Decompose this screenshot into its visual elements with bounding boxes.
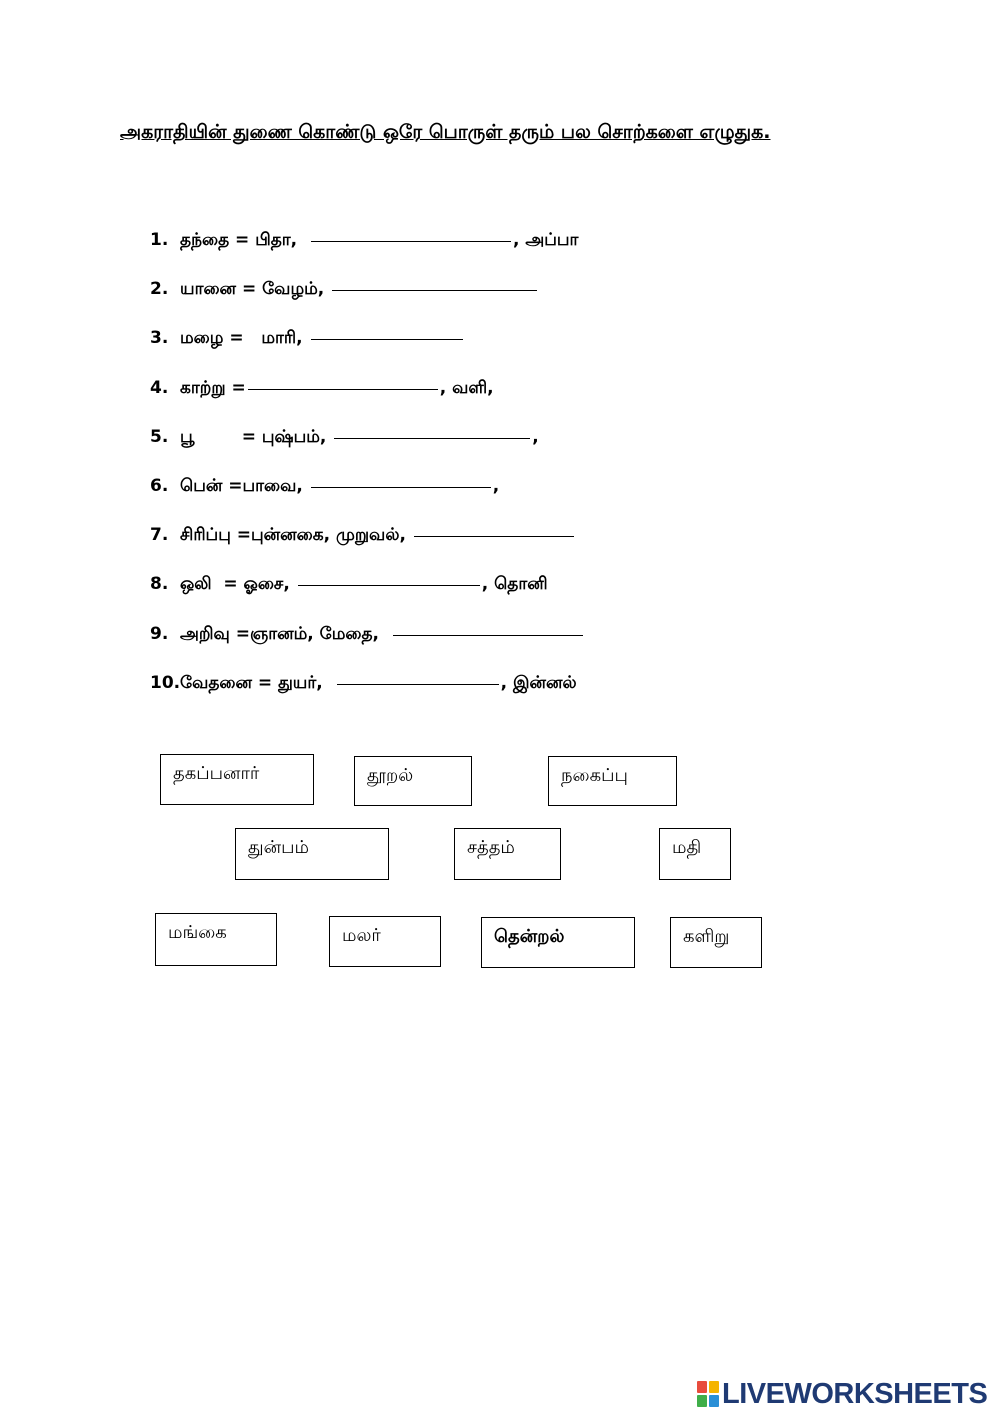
question-7 xyxy=(150,520,576,550)
liveworksheets-logo[interactable] xyxy=(697,1378,987,1410)
question-number: 6. xyxy=(150,476,169,496)
question-number: 5. xyxy=(150,427,169,447)
answer-blank[interactable] xyxy=(337,668,499,685)
question-number: 8. xyxy=(150,574,169,594)
word-box[interactable]: களிறு xyxy=(670,917,762,968)
logo-square xyxy=(709,1381,719,1393)
question-number: 2. xyxy=(150,279,169,299)
question-number: 10. xyxy=(150,673,181,693)
question-number: 4. xyxy=(150,378,169,398)
answer-blank[interactable] xyxy=(311,225,511,242)
question-suffix: , xyxy=(492,476,500,496)
question-suffix: , தொனி xyxy=(481,574,548,594)
logo-square xyxy=(697,1381,707,1393)
question-text: பூ = புஷ்பம், xyxy=(180,427,333,447)
page-title: அகராதியின் துணை கொண்டு ஒரே பொருள் தரும் பல சொற்களை எழுதுக. xyxy=(120,121,771,143)
logo-icon xyxy=(697,1381,719,1407)
word-box[interactable]: சத்தம் xyxy=(454,828,561,880)
answer-blank[interactable] xyxy=(393,619,583,636)
word-box[interactable]: மலர் xyxy=(329,916,441,967)
question-suffix: , xyxy=(532,427,539,447)
question-number: 1. xyxy=(150,230,169,250)
question-2 xyxy=(150,274,539,304)
question-suffix: , அப்பா xyxy=(512,230,579,250)
question-suffix: , வளி, xyxy=(439,378,494,398)
logo-text: LIVEWORKSHEETS xyxy=(722,1377,988,1410)
answer-blank[interactable] xyxy=(334,422,530,439)
word-box[interactable]: தென்றல் xyxy=(481,917,635,968)
word-box[interactable]: தகப்பனார் xyxy=(160,754,314,805)
word-box[interactable]: தூறல் xyxy=(354,756,472,806)
question-number: 7. xyxy=(150,525,169,545)
word-box[interactable]: மதி xyxy=(659,828,731,880)
question-number: 3. xyxy=(150,328,169,348)
answer-blank[interactable] xyxy=(248,373,438,390)
question-text: யானை = வேழம், xyxy=(180,279,331,299)
question-10 xyxy=(150,668,577,698)
question-5 xyxy=(150,422,539,452)
question-8 xyxy=(150,569,548,599)
question-text: பென் =பாவை, xyxy=(180,476,309,496)
question-4 xyxy=(150,373,494,403)
question-text: அறிவு =ஞானம், மேதை, xyxy=(180,624,391,644)
answer-blank[interactable] xyxy=(311,471,491,488)
word-box[interactable]: நகைப்பு xyxy=(548,756,677,806)
word-box[interactable]: துன்பம் xyxy=(235,828,389,880)
question-suffix: , இன்னல் xyxy=(500,673,577,693)
logo-square xyxy=(709,1395,719,1407)
question-number: 9. xyxy=(150,624,169,644)
question-text: காற்று = xyxy=(180,378,246,398)
answer-blank[interactable] xyxy=(332,274,537,291)
question-3 xyxy=(150,323,465,353)
answer-blank[interactable] xyxy=(414,520,574,537)
logo-square xyxy=(697,1395,707,1407)
question-text: வேதனை = துயர், xyxy=(180,673,335,693)
question-6 xyxy=(150,471,499,501)
answer-blank[interactable] xyxy=(311,323,463,340)
answer-blank[interactable] xyxy=(298,569,480,586)
question-text: ஒலி = ஓசை, xyxy=(180,574,296,594)
question-1 xyxy=(150,225,578,255)
question-text: தந்தை = பிதா, xyxy=(180,230,309,250)
question-9 xyxy=(150,619,585,649)
question-text: மழை = மாரி, xyxy=(180,328,309,348)
word-box[interactable]: மங்கை xyxy=(155,913,277,966)
question-text: சிரிப்பு =புன்னகை, முறுவல், xyxy=(180,525,412,545)
